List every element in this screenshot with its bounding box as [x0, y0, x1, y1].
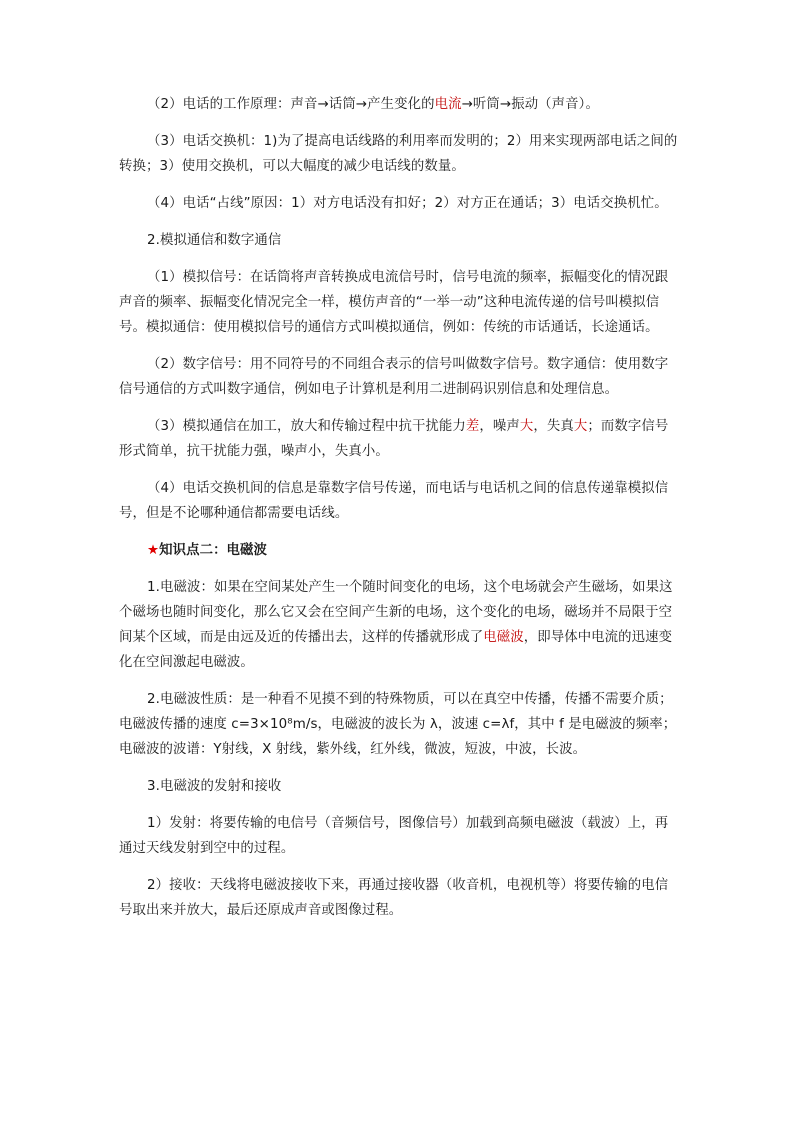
highlight-em-wave: 电磁波: [483, 630, 524, 645]
paragraph-busy-line: （4）电话“占线”原因：1）对方电话没有扣好；2）对方正在通话；3）电话交换机忙。: [147, 196, 668, 211]
heading-text: 知识点二：电磁波: [159, 543, 268, 558]
text-segment: ，失真: [533, 419, 574, 434]
highlight-large-distortion: 大: [573, 419, 588, 434]
document-page: [119, 92, 679, 935]
text-segment: ，噪声: [479, 419, 520, 434]
paragraph-reception: 2）接收：天线将电磁波接收下来，再通过接收器（收音机，电视机等）将要传输的电信号取出来并放大，最后还原成声音或图像过程。: [119, 878, 669, 918]
paragraph-em-wave-properties: 2.电磁波性质：是一种看不见摸不到的特殊物质，可以在真空中传播，传播不需要介质；电磁波传播的速度 c=3×10⁸m/s，电磁波的波长为 λ，波速 c=λf，其中 f 是电磁波的频率；电磁波的波谱：Υ射线，X 射线，紫外线，红外线，微波，短波，中波，长波。: [119, 692, 677, 757]
section-heading-em-waves: [119, 538, 679, 563]
paragraph-telephone-principle: [119, 92, 679, 117]
highlight-current: 电流: [434, 97, 462, 112]
paragraph-analog-vs-digital: [119, 414, 679, 464]
paragraph-analog-signal: （1）模拟信号：在话筒将声音转换成电流信号时，信号电流的频率，振幅变化的情况跟声音的频率、振幅变化情况完全一样，模仿声音的“一举一动”这种电流传递的信号叫模拟信号。模拟通信：使用模拟信号的通信方式叫模拟通信，例如：传统的市话通话，长途通话。: [119, 270, 669, 335]
paragraph-exchange-signals: （4）电话交换机间的信息是靠数字信号传递，而电话与电话机之间的信息传递靠模拟信号，但是不论哪种通信都需要电话线。: [119, 481, 669, 521]
paragraph-telephone-exchange: （3）电话交换机：1)为了提高电话线路的利用率而发明的；2）用来实现两部电话之间的转换；3）使用交换机，可以大幅度的减少电话线的数量。: [119, 134, 678, 174]
paragraph-em-wave-definition: [119, 575, 679, 675]
highlight-poor: 差: [465, 419, 480, 434]
paragraph-digital-signal: （2）数字信号：用不同符号的不同组合表示的信号叫做数字信号。数字通信：使用数字信号通信的方式叫数字通信，例如电子计算机是利用二进制码识别信息和处理信息。: [119, 357, 669, 397]
paragraph-emission: 1）发射：将要传输的电信号（音频信号，图像信号）加载到高频电磁波（载波）上，再通过天线发射到空中的过程。: [119, 816, 669, 856]
section-emission-reception: 3.电磁波的发射和接收: [147, 779, 282, 794]
star-icon: ★: [147, 543, 160, 558]
highlight-large-noise: 大: [519, 419, 534, 434]
text-segment: →听筒→振动（声音）。: [461, 97, 599, 112]
section-analog-digital: 2.模拟通信和数字通信: [147, 233, 282, 248]
text-segment: （3）模拟通信在加工，放大和传输过程中抗干扰能力: [147, 419, 466, 434]
text-segment: ；而数字信号形式简单，抗干扰能力强，噪声小，失真小。: [119, 419, 669, 459]
text-segment: ，即导体中电流的迅速变化在空间激起电磁波。: [119, 630, 673, 670]
text-segment: （2）电话的工作原理：声音→话筒→产生变化的: [147, 97, 435, 112]
text-segment: 1.电磁波：如果在空间某处产生一个随时间变化的电场，这个电场就会产生磁场，如果这个磁场也随时间变化，那么它又会在空间产生新的电场，这个变化的电场，磁场并不局限于空间某个区域，而是由远及近的传播出去，这样的传播就形成了: [119, 580, 673, 645]
